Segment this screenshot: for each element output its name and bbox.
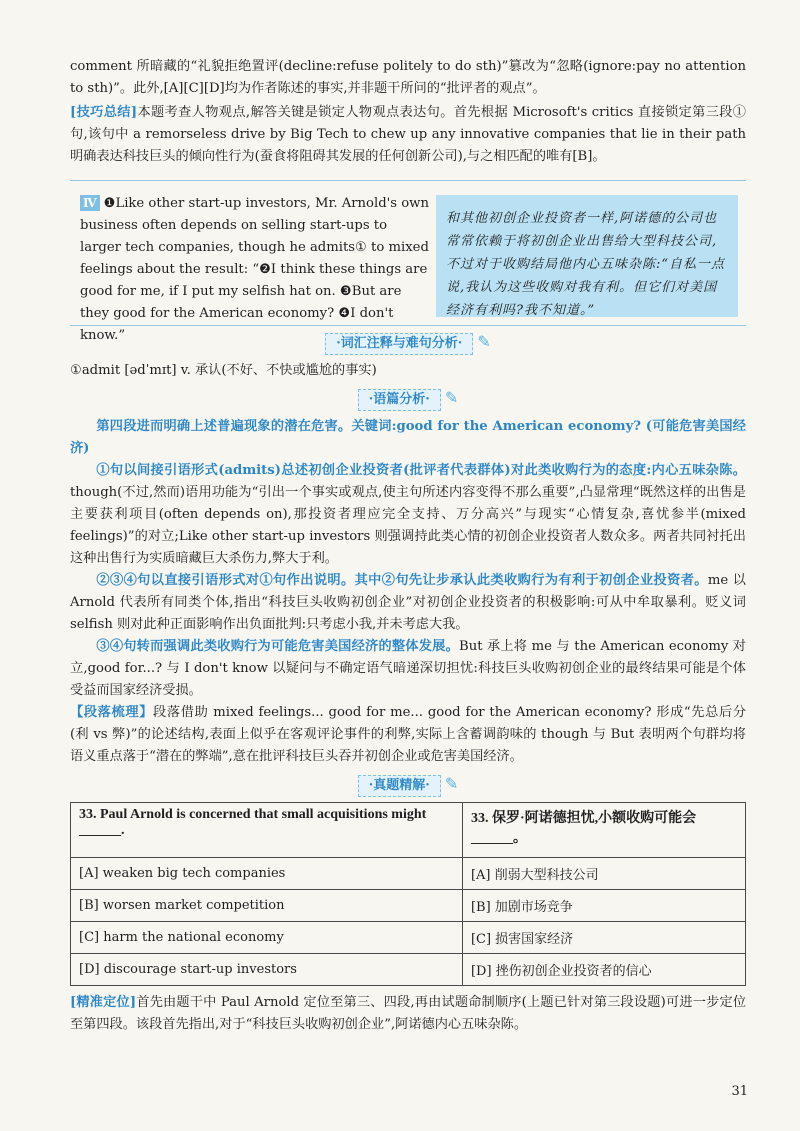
page-content [70,56,746,1036]
analysis-key-point: ②③④句以直接引语形式对①句作出说明。其中②句先让步承认此类收购行为有利于初创企业投资者。 [96,573,708,588]
question-stem-english: 33. Paul Arnold is concerned that small acquisitions might ______. [71,803,463,858]
option-row [71,922,746,954]
pen-icon: ✎ [444,388,459,407]
analysis-section-heading [70,388,746,410]
pen-icon: ✎ [477,332,491,351]
paragraph-summary-text: 段落借助 mixed feelings... good for me... good for the American economy? 形成“先总后分(利 vs 弊)”的论述结构,表面上似乎在客观评论事件的利弊,实际上含蓄调韵味的 though 与 But 表明两个句群均将语义重点落于“潜在的弊端”,意在批评科技巨头吞并初创企业或危害美国经济。 [70,705,747,764]
exam-section-heading [70,774,746,796]
technique-summary [70,102,746,168]
analysis-key-point: ①句以间接引语形式(admits)总述初创企业投资者(批评者代表群体)对此类收购行为的态度:内心五味杂陈。 [96,463,746,478]
option-b-english: [B] worsen market competition [71,890,463,922]
vocab-section-title: ·词汇注释与难句分析· [325,333,473,355]
technique-summary-text: 本题考查人物观点,解答关键是锁定人物观点表达句。首先根据 Microsoft's critics 直接锁定第三段①句,该句中 a remorseless drive by Big Tech to chew up any innovative companies that lie in their path 明确表达科技巨头的倾向性行为(蚕食将阻碍其发展的任何创新公司),与之相匹配的唯有[B]。 [70,105,746,164]
analysis-key-point: ③④句转而强调此类收购行为可能危害美国经济的整体发展。 [96,639,460,654]
paragraph-summary-label: 【段落梳理】 [70,705,154,720]
analysis-detail: me 以 Arnold 代表所有同类个体,指出“科技巨头收购初创企业”对初创企业投资者的积极影响:可从中牟取暴利。贬义词 selfish 则对此种正面影响作出负面批判:只考虑小我,并未考虑大我。 [70,573,746,632]
precise-location-label: [精准定位] [70,995,137,1010]
option-a-chinese: [A] 削弱大型科技公司 [462,858,745,890]
analysis-paragraph-3 [70,636,746,702]
technique-summary-label: [技巧总结] [70,105,138,120]
exam-section-title: ·真题精解· [358,775,441,797]
precise-location-text: 首先由题干中 Paul Arnold 定位至第三、四段,再由试题命制顺序(上题已针对第三段设题)可进一步定位至第四段。该段首先指出,对于“科技巨头收购初创企业”,阿诺德内心五味杂陈。 [70,995,747,1032]
question-stem-row [71,803,746,858]
analysis-paragraph-1 [70,460,746,570]
passage-english [80,193,430,347]
passage-chinese-translation: 和其他初创企业投资者一样,阿诺德的公司也常常依赖于将初创企业出售给大型科技公司,不过对于收购结局他内心五味杂陈:“自私一点说,我认为这些收购对我有利。但它们对美国经济有利吗?我不知道。” [436,195,738,317]
page-number: 31 [731,1084,748,1099]
paragraph-summary [70,702,746,768]
precise-location [70,992,746,1036]
previous-analysis-text: comment 所暗藏的“礼貌拒绝置评(decline:refuse politely to do sth)”篡改为“忽略(ignore:pay no attention to sth)”。此外,[A][C][D]均为作者陈述的事实,并非题干所问的“批评者的观点”。 [70,59,746,96]
option-row [71,890,746,922]
analysis-detail: But 承上将 me 与 the American economy 对立,good for...? 与 I don't know 以疑问与不确定语气暗递深切担忧:科技巨头收购初创企业的最终结果可能是个体受益而国家经济受损。 [70,639,746,698]
analysis-paragraph-2 [70,570,746,636]
passage-english-text: ❶Like other start-up investors, Mr. Arnold's own business often depends on selling start-ups to larger tech companies, though he admits① to mixed feelings about the result: “❷I think these things are good for me, if I put my selfish hat on. ❸But are they good for the American economy? ❹I don't know.” [80,196,429,343]
question-stem-chinese: 33. 保罗·阿诺德担忧,小额收购可能会______。 [462,803,745,858]
paragraph-number-badge: Ⅳ [80,195,100,211]
option-c-chinese: [C] 损害国家经济 [462,922,745,954]
option-b-chinese: [B] 加剧市场竞争 [462,890,745,922]
option-c-english: [C] harm the national economy [71,922,463,954]
analysis-detail: though(不过,然而)语用功能为“引出一个事实或观点,使主句所述内容变得不那么重要”,凸显常理“既然这样的出售是主要获利项目(often depends on),那投资者理应完全支持、万分高兴”与现实“心情复杂,喜忧参半(mixed feelings)”的对立;Like other start-up investors 则强调持此类心情的初创企业投资者人数众多。两者共同衬托出这种出售行为实质暗藏巨大杀伤力,弊大于利。 [70,485,746,566]
pen-icon: ✎ [444,774,459,793]
passage-block [70,180,746,343]
option-d-chinese: [D] 挫伤初创企业投资者的信心 [462,954,745,986]
vocab-note: ①admit [ədˈmɪt] v. 承认(不好、不快或尴尬的事实) [70,363,377,378]
analysis-section-title: ·语篇分析· [358,389,441,411]
analysis-paragraph-intro: 第四段进而明确上述普遍现象的潜在危害。关键词:good for the American economy? (可能危害美国经济) [70,419,746,456]
option-row [71,954,746,986]
option-a-english: [A] weaken big tech companies [71,858,463,890]
question-table [70,802,746,986]
option-row [71,858,746,890]
option-d-english: [D] discourage start-up investors [71,954,463,986]
